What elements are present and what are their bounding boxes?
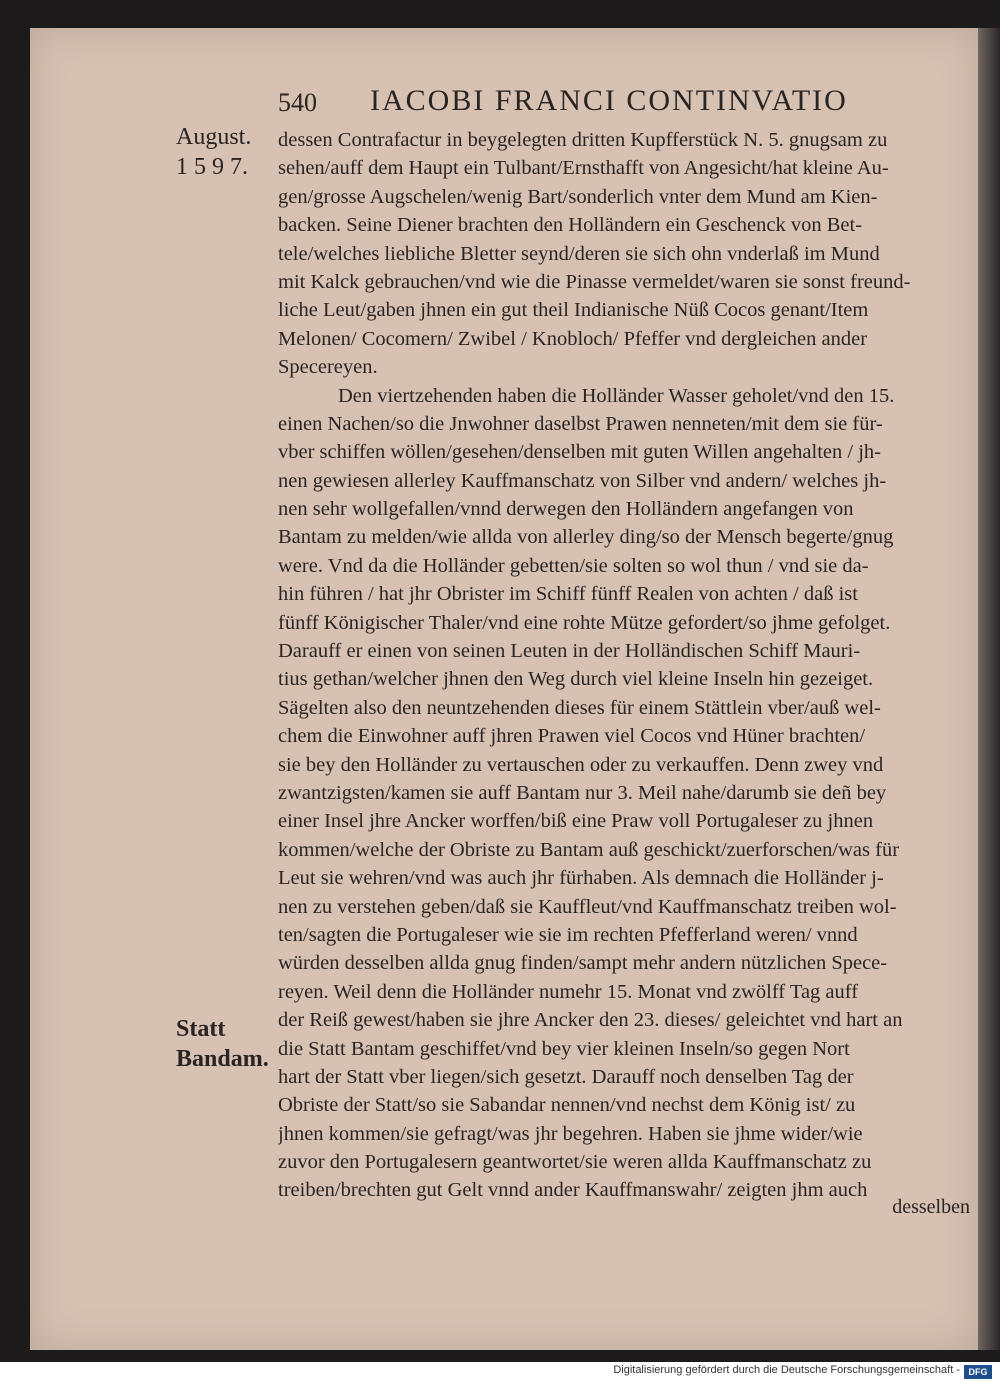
text-line: Sägelten also den neuntzehenden dieses für einem Stättlein vber/auß wel- [278, 696, 881, 719]
text-line: backen. Seine Diener brachten den Holländern ein Geschenck von Bet- [278, 214, 863, 237]
text-line: were. Vnd da die Holländer gebetten/sie solten so wol thun / vnd sie da- [278, 554, 869, 577]
text-line: einen Nachen/so die Jnwohner daselbst Prawen nenneten/mit dem sie für- [278, 412, 883, 435]
text-line: einer Insel jhre Ancker worffen/biß eine Praw voll Portugaleser zu jhnen [278, 810, 874, 833]
text-line: chem die Einwohner auff jhren Prawen viel Cocos vnd Hüner brachten/ [278, 725, 866, 748]
text-line: hin führen / hat jhr Obrister im Schiff fünff Realen von achten / daß ist [278, 583, 858, 606]
margin-note-line: Bandam. [176, 1046, 269, 1072]
footer-bar [0, 1362, 1000, 1382]
margin-year: 1 5 9 7. [176, 154, 248, 180]
text-line: reyen. Weil denn die Holländer numehr 15. Monat vnd zwölff Tag auff [278, 980, 859, 1003]
page-edge [978, 28, 1000, 1350]
text-line: zuvor den Portugalesern geantwortet/sie weren allda Kauffmanschatz zu [278, 1151, 872, 1174]
margin-note [176, 1014, 276, 1074]
text-line: Melonen/ Cocomern/ Zwibel / Knobloch/ Pfeffer vnd dergleichen ander [278, 327, 868, 350]
text-line: hart der Statt vber liegen/sich gesetzt. Darauff noch denselben Tag der [278, 1065, 854, 1088]
text-line: Bantam zu melden/wie allda von allerley ding/so der Mensch begerte/gnug [278, 526, 894, 549]
text-line: Spe​cereyen. [278, 356, 378, 379]
text-line: sehen/auff dem Haupt ein Tulbant/Ernsthafft von Angesicht/hat kleine Au- [278, 157, 889, 180]
text-line: nen sehr wollgefallen/vnnd derwegen den Holländern angefangen von [278, 498, 854, 521]
text-line: liche Leut/gaben jhnen ein gut theil Indianische Nüß Cocos genant/Item [278, 299, 869, 322]
text-line: fünff Königischer Thaler/vnd eine rohte Mütze gefordert/so jhme gefolget. [278, 611, 891, 634]
text-line: jhnen kommen/sie gefragt/was jhr begehren. Haben sie jhme wider/wie [278, 1122, 863, 1145]
dfg-logo: DFG [964, 1365, 992, 1379]
body-text [278, 126, 968, 1205]
text-line: die Statt Bantam geschiffet/vnd bey vier kleinen Inseln/so gegen Nort [278, 1037, 850, 1060]
text-line: Darauff er einen von seinen Leuten in der Holländischen Schiff Mauri- [278, 640, 861, 663]
catchword: desselben [892, 1196, 970, 1218]
footer-credit: Digitalisierung gefördert durch die Deutsche Forschungsgemeinschaft - [613, 1364, 960, 1376]
running-title: IACOBI FRANCI CONTINVATIO [370, 84, 848, 117]
page-header [278, 84, 918, 124]
page-number: 540 [278, 88, 317, 117]
margin-date [176, 122, 276, 182]
text-line: würden desselben allda gnug finden/sampt mehr andern nützlichen Spece- [278, 952, 888, 975]
text-line: sie bey den Holländer zu vertauschen oder zu verkauffen. Denn zwey vnd [278, 753, 884, 776]
text-line: tius gethan/welcher jhnen den Weg durch viel kleine Inseln hin gezeiget. [278, 668, 874, 691]
text-line: zwantzigsten/kamen sie auff Bantam nur 3. Meil nahe/darumb sie deñ bey [278, 781, 887, 804]
text-line: Den viertzehenden haben die Holländer Wasser geholet/vnd den 15. [338, 384, 895, 407]
text-line: der Reiß gewest/haben sie jhre Ancker den 23. dieses/ geleichtet vnd hart an [278, 1009, 903, 1032]
text-line: Obriste der Statt/so sie Sabandar nennen/vnd nechst dem König ist/ zu [278, 1094, 856, 1117]
text-line: vber schiffen wöllen/gesehen/denselben mit guten Willen angehalten / jh- [278, 441, 881, 464]
text-line: mit Kalck gebrauchen/vnd wie die Pinasse vermeldet/waren sie sonst freund- [278, 270, 911, 293]
text-line: kommen/welche der Obriste zu Bantam auß geschickt/zuerforschen/was für [278, 838, 900, 861]
text-line: tele/welches liebliche Bletter seynd/deren sie sich ohn vnderlaß im Mund [278, 242, 880, 265]
text-line: treiben/brechten gut Gelt vnnd ander Kauffmanswahr/ zeigten jhm auch [278, 1179, 868, 1202]
margin-month: August. [176, 124, 252, 150]
text-line: ten/sagten die Portugaleser wie sie im rechten Pfefferland weren/ vnnd [278, 923, 858, 946]
text-line: nen gewiesen allerley Kauffmanschatz von Silber vnd andern/ welches jh- [278, 469, 887, 492]
text-line: nen zu verstehen geben/daß sie Kauffleut/vnd Kauffmanschatz treiben wol- [278, 895, 897, 918]
text-line: Leut sie wehren/vnd was auch jhr fürhaben. Als demnach die Holländer j- [278, 867, 884, 890]
text-line: gen/grosse Augschelen/wenig Bart/sonderlich vnter dem Mund am Kien- [278, 185, 878, 208]
margin-note-line: Statt [176, 1016, 226, 1042]
text-line: dessen Contrafactur in beygelegten dritten Kupfferstück N. 5. gnugsam zu [278, 129, 888, 151]
